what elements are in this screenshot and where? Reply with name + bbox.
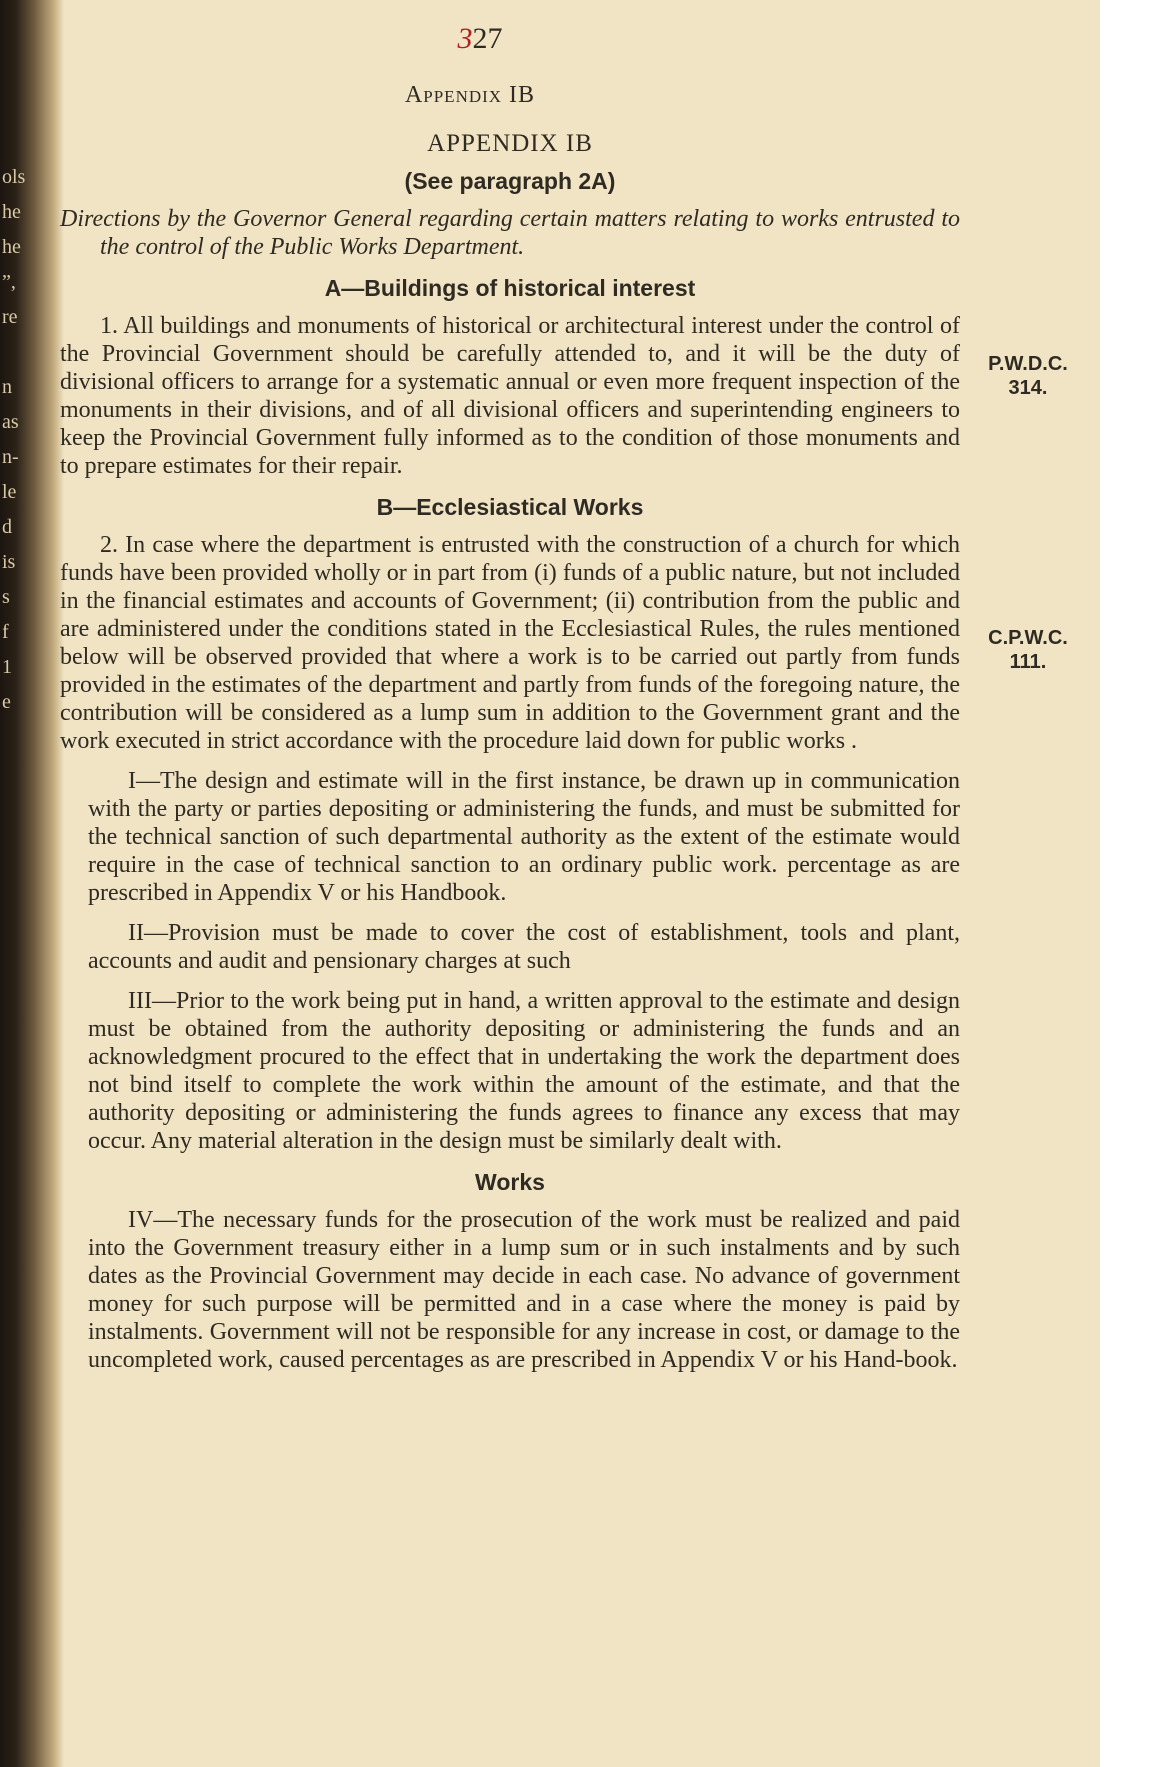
- fragment: he: [2, 236, 21, 258]
- rule-2-paragraph: II—Provision must be made to cover the cost of establishment, tools and plant, accounts and audit and pensionary charges at such: [88, 920, 960, 974]
- page-number-value: 27: [472, 22, 503, 55]
- page-body: [60, 130, 960, 1386]
- rule-1-paragraph: I—The design and estimate will in the first instance, be drawn up in communication with the party or parties depositing or administering the funds, and must be submitted for the technical sanction of such departmental authority as the extent of the estimate would require in the case of technical sanction to an ordinary public work. percentage as are prescribed in Appendix V or his Handbook.: [88, 768, 960, 906]
- section-a-paragraph: 1. All buildings and monuments of historical or architectural interest under the control of the Provincial Government should be carefully attended to, and it will be the duty of divisional officers to arrange for a systematic annual or even more frequent inspection of the monuments in their divisions, and of all divisional officers and superintending engineers to keep the Provincial Government fully informed as to the condition of those monuments and to prepare estimates for their repair.: [60, 313, 960, 479]
- directions-intro: Directions by the Governor General regarding certain matters relating to works entrusted to the control of the Public Works Department.: [60, 206, 960, 260]
- fragment: ”,: [2, 271, 16, 293]
- fragment: n: [2, 376, 12, 398]
- fragment: re: [2, 306, 18, 328]
- fragment: is: [2, 551, 16, 573]
- fragment: e: [2, 691, 11, 713]
- fragment: [2, 335, 32, 370]
- margin-reference-cpwc: C.P.W.C. 111.: [988, 627, 1068, 673]
- section-a-heading: A—Buildings of historical interest: [324, 275, 696, 301]
- rule-4-paragraph: IV—The necessary funds for the prosecution of the work must be realized and paid into the Government treasury either in a lump sum or in such instalments and by such dates as the Provincial Government may decide in each case. No advance of government money for such purpose will be permitted and in a case where the money is paid by instalments. Government will not be responsible for any increase in cost, or damage to the uncompleted work, caused percentages as are prescribed in Appendix V or his Hand-book.: [88, 1207, 960, 1373]
- page-title: APPENDIX IB: [427, 130, 593, 157]
- fragment: 1: [2, 656, 12, 678]
- rule-3-paragraph: III—Prior to the work being put in hand, a written approval to the estimate and design must be obtained from the authority depositing or administering the funds and an acknowledgment procured to the effect that in undertaking the work the department does not bind itself to complete the work within the amount of the estimate, and that the authority depositing or administering the funds agrees to finance any excess that may occur. Any material alteration in the design must be similarly dealt with.: [88, 988, 960, 1154]
- previous-page-fragments: [2, 160, 32, 720]
- running-head: Appendix IB: [404, 82, 536, 108]
- fragment: n-: [2, 446, 19, 468]
- section-b-paragraph: 2. In case where the department is entrusted with the construction of a church for which funds have been provided wholly or in part from (i) funds of a public nature, but not included in the financial estimates and accounts of Government; (ii) contribution from the public and are administered under the conditions stated in the Ecclesiastical Rules, the rules mentioned below will be observed provided that where a work is to be carried out partly from funds provided in the estimates of the department and partly from funds of the foregoing nature, the contribution will be considered as a lump sum in addition to the Government grant and the work executed in strict accordance with the procedure laid down for public works .: [60, 532, 960, 754]
- fragment: f: [2, 621, 9, 643]
- page-subtitle: (See paragraph 2A): [404, 168, 616, 194]
- fragment: he: [2, 201, 21, 223]
- fragment: le: [2, 481, 17, 503]
- fragment: d: [2, 516, 12, 538]
- section-b-heading: B—Ecclesiastical Works: [376, 494, 644, 520]
- page-number: [420, 22, 540, 56]
- margin-reference-pwdc: P.W.D.C. 314.: [988, 353, 1068, 399]
- fragment: as: [2, 411, 19, 433]
- works-heading: Works: [475, 1169, 545, 1195]
- fragment: s: [2, 586, 10, 608]
- fragment: ols: [2, 166, 26, 188]
- struck-page-number: 3: [457, 22, 473, 55]
